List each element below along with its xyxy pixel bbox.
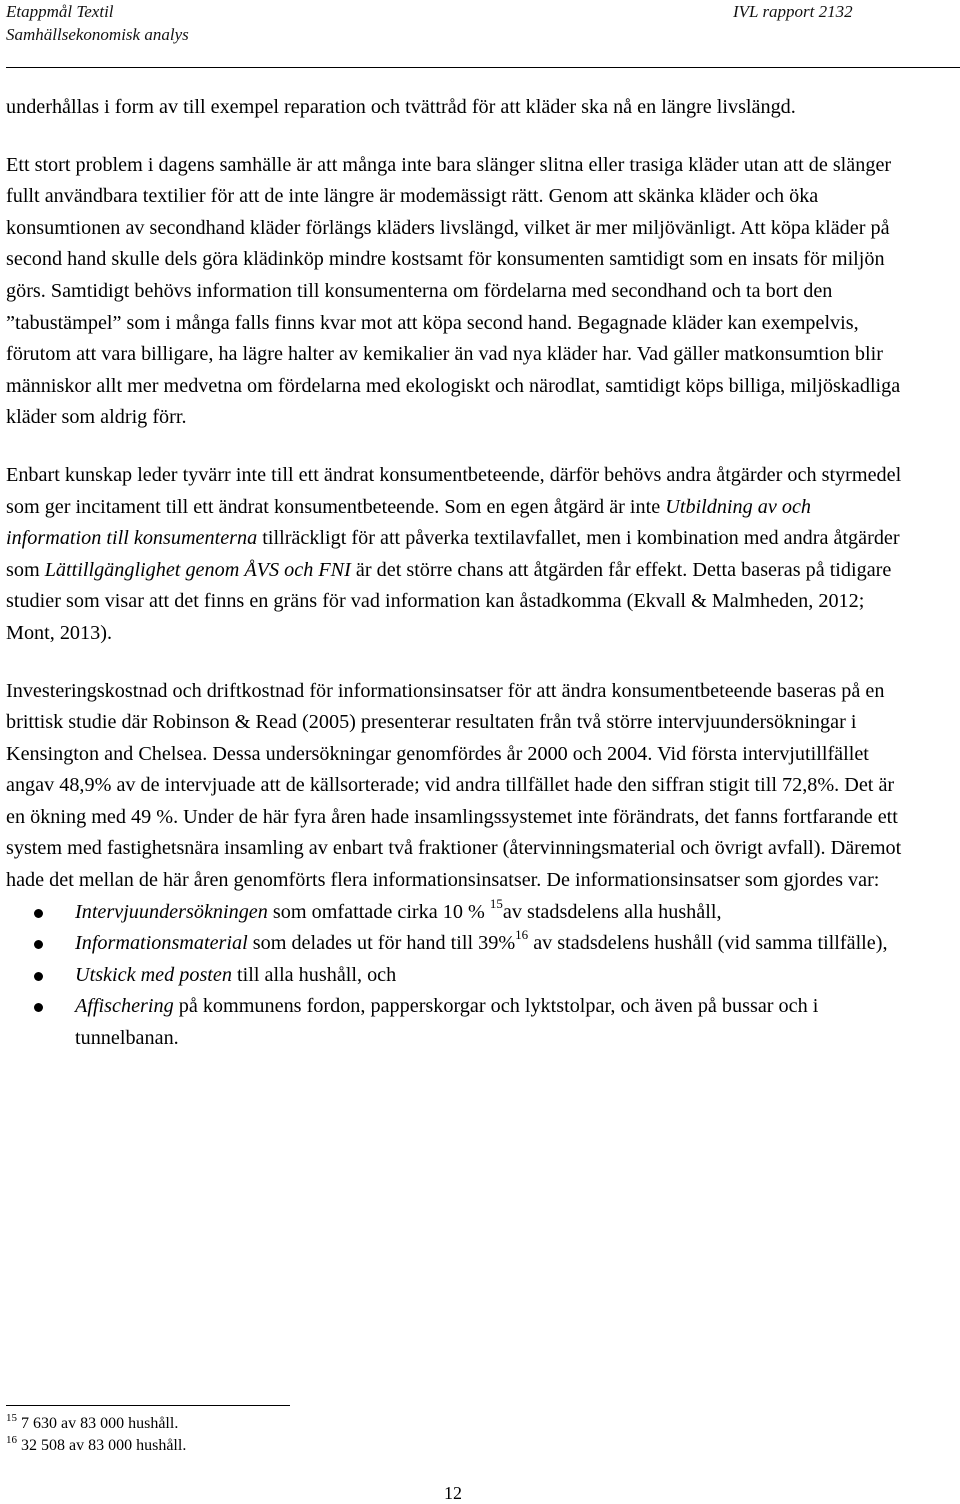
- paragraph-3-text-1: Enbart kunskap leder tyvärr inte till ett ändrat konsumentbeteende, därför behövs andra åtgärder och styrmedel som ger incitament till ett ändrat konsumentbeteende. Som en egen åtgärd är inte: [6, 463, 902, 518]
- bullet-text-after: av stadsdelens hushåll (vid samma tillfälle),: [528, 932, 888, 955]
- header-subtitle: Samhällsekonomisk analys: [6, 25, 189, 44]
- footnotes: [6, 1413, 186, 1457]
- footnote-text: 32 508 av 83 000 hushåll.: [17, 1437, 187, 1454]
- list-item: [6, 928, 906, 960]
- paragraph-3: [6, 460, 906, 650]
- bullet-text: till alla hushåll, och: [231, 963, 397, 986]
- list-item: [6, 991, 906, 1054]
- footnote-ref[interactable]: 16: [515, 927, 529, 943]
- bullet-icon: [34, 972, 43, 981]
- bullet-italic: Utskick med posten: [75, 963, 232, 986]
- paragraph-3-italic-1: Utbildning av och information till konsumenterna: [6, 495, 812, 550]
- footnote-number: 15: [6, 1412, 17, 1424]
- header-title: Etappmål Textil: [6, 2, 114, 21]
- footnote-divider: [6, 1405, 290, 1406]
- bullet-icon: [34, 909, 43, 918]
- bullet-italic: Affischering: [75, 995, 174, 1018]
- header-divider: [6, 67, 960, 68]
- bullet-text: på kommunens fordon, papperskorgar och lyktstolpar, och även på bussar och i tunnelbanan.: [75, 995, 819, 1050]
- paragraph-3-text-3: är det större chans att åtgärden får effekt. Detta baseras på tidigare studier som visar att det finns en gräns för vad information kan åstadkomma (Ekvall & Malmheden, 2012; Mont, 2013).: [6, 558, 892, 644]
- paragraph-3-italic-2: Lättillgänglighet genom ÅVS och FNI: [44, 558, 351, 581]
- document-body: [6, 92, 906, 1055]
- footnote-16: [6, 1435, 186, 1457]
- running-header-left: [6, 0, 189, 46]
- paragraph-2: Ett stort problem i dagens samhälle är att många inte bara slänger slitna eller trasiga kläder utan att de slänger fullt användbara textilier för att de inte längre är modemässigt rätt. Genom att skänka kläder och öka konsumtionen av secondhand kläder förlängs kläders livslängd, vilket är mer miljövänligt. Att köpa kläder på second hand skulle dels göra klädinköp mindre kostsamt för konsumenten samtidigt som en insats för miljön görs. Samtidigt behövs information till konsumenterna om fördelarna med secondhand och ta bort den ”tabustämpel” som i många falls finns kvar mot att köpa second hand. Begagnade kläder kan exempelvis, förutom att vara billigare, ha lägre halter av kemikalier än vad nya kläder har. Vad gäller matkonsumtion blir människor allt mer medvetna om fördelarna med ekologiskt och närodlat, samtidigt köps billiga, miljöskadliga kläder som aldrig förr.: [6, 153, 901, 429]
- list-item: [6, 897, 906, 929]
- footnote-15: [6, 1413, 186, 1435]
- footnote-text: 7 630 av 83 000 hushåll.: [17, 1415, 179, 1432]
- bullet-text: som omfattade cirka 10 %: [267, 900, 490, 923]
- footnote-number: 16: [6, 1434, 17, 1446]
- header-report-number: IVL rapport 2132: [733, 2, 853, 21]
- list-item: [6, 960, 906, 992]
- bullet-list: [6, 897, 906, 1055]
- bullet-icon: [34, 940, 43, 949]
- paragraph-4: Investeringskostnad och driftkostnad för informationsinsatser för att ändra konsumentbeteende baseras på en brittisk studie där Robinson & Read (2005) presenterar resultaten från två större intervjuundersökningar i Kensington and Chelsea. Dessa undersökningar genomfördes år 2000 och 2004. Vid första intervjutillfället angav 48,9% av de intervjuade att de källsorterade; vid andra tillfället hade den siffran stigit till 72,8%. Det är en ökning med 49 %. Under de här fyra åren hade insamlingssystemet inte förändrats, det fanns fortfarande ett system med fastighetsnära insamling av enbart två fraktioner (återvinningsmaterial och övrigt avfall). Däremot hade det mellan de här åren genomförts flera informationsinsatser. De informationsinsatser som gjordes var:: [6, 679, 902, 892]
- bullet-italic: Informationsmaterial: [75, 932, 248, 955]
- page-number: 12: [444, 1483, 462, 1503]
- bullet-italic: Intervjuundersökningen: [75, 900, 268, 923]
- bullet-text-after: av stadsdelens alla hushåll,: [502, 900, 722, 923]
- bullet-text: som delades ut för hand till 39%: [247, 932, 516, 955]
- paragraph-1: underhållas i form av till exempel reparation och tvättråd för att kläder ska nå en längre livslängd.: [6, 96, 796, 118]
- bullet-icon: [34, 1003, 43, 1012]
- footnote-ref[interactable]: 15: [489, 895, 503, 911]
- paragraph-3-text-2: tillräckligt för att påverka textilavfallet, men i kombination med andra åtgärder som: [6, 527, 900, 581]
